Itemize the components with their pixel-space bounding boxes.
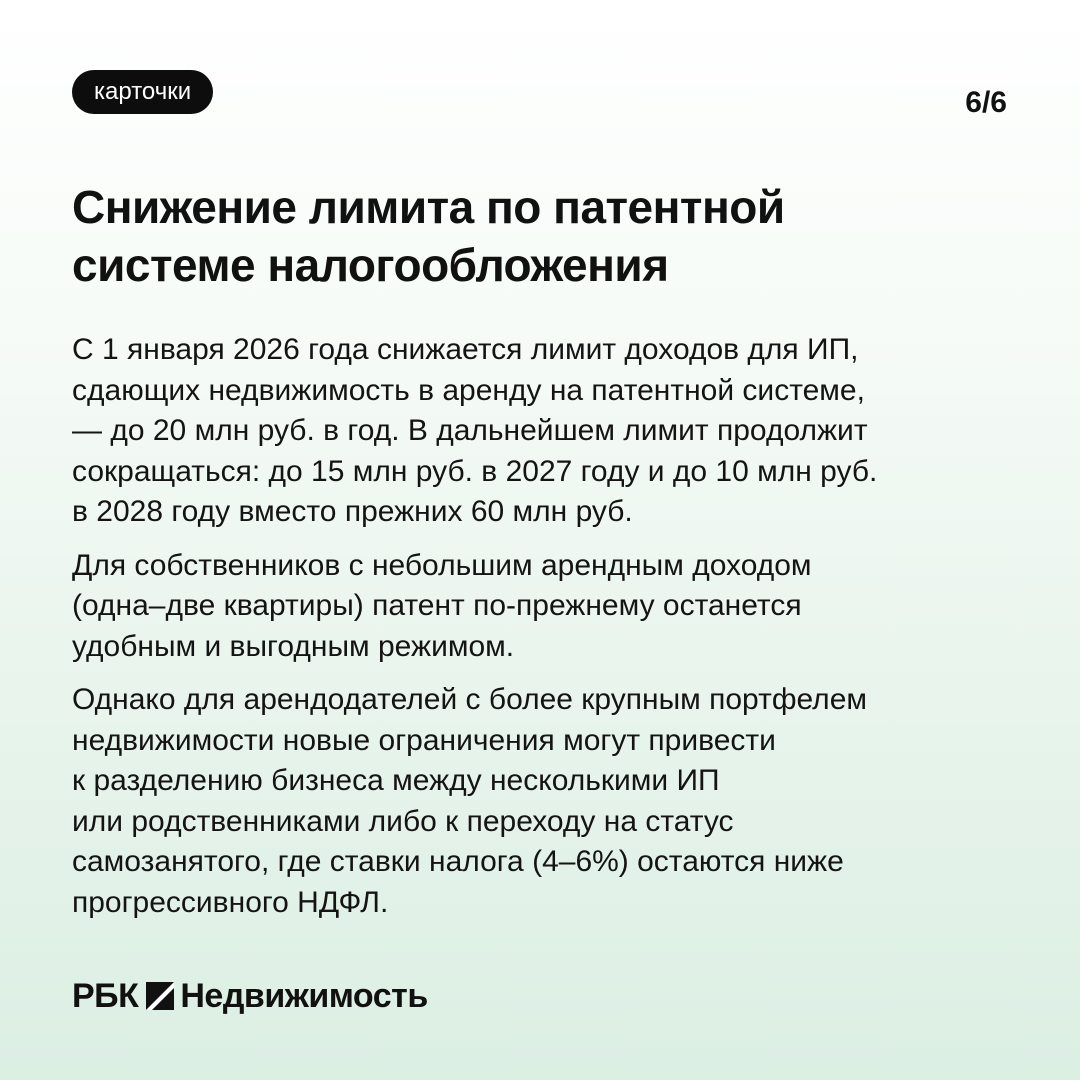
logo-rbc-text: РБК	[72, 976, 139, 1015]
paragraph-limit-change	[72, 330, 1032, 533]
text-line: (одна–две квартиры) патент по-прежнему останется	[72, 589, 802, 622]
page-indicator: 6/6	[965, 86, 1007, 119]
title-line: системе налогообложения	[72, 239, 669, 291]
text-line: сдающих недвижимость в аренду на патентной системе,	[72, 373, 865, 407]
text-line: в 2028 году вместо прежних 60 млн руб.	[72, 495, 633, 528]
page-title	[72, 178, 1022, 294]
text-line: к разделению бизнеса между несколькими ИП	[72, 764, 720, 797]
category-tag-label: карточки	[94, 78, 192, 105]
text-line: прогрессивного НДФЛ.	[72, 885, 389, 919]
text-line: — до 20 млн руб. в год. В дальнейшем лимит продолжит	[72, 414, 868, 447]
text-line: С 1 января 2026 года снижается лимит доходов для ИП,	[72, 333, 859, 366]
article-body	[72, 330, 1032, 936]
rbc-realty-logo	[72, 974, 428, 1018]
paragraph-large-portfolio	[72, 680, 1032, 923]
text-line: удобным и выгодным режимом.	[72, 629, 515, 663]
text-line: недвижимости новые ограничения могут привести	[72, 723, 776, 757]
text-line: Для собственников с небольшим арендным доходом	[72, 548, 812, 582]
text-line: сокращаться: до 15 млн руб. в 2027 году и до 10 млн руб.	[72, 454, 878, 488]
text-line: Однако для арендодателей с более крупным портфелем	[72, 683, 867, 716]
text-line: самозанятого, где ставки налога (4–6%) остаются ниже	[72, 845, 844, 878]
title-line: Снижение лимита по патентной	[72, 181, 785, 233]
text-line: или родственниками либо к переходу на статус	[72, 804, 734, 838]
slash-mark-icon	[146, 982, 174, 1010]
logo-realty-text: Недвижимость	[180, 976, 428, 1015]
category-tag	[72, 70, 213, 114]
paragraph-small-owners	[72, 546, 1032, 668]
